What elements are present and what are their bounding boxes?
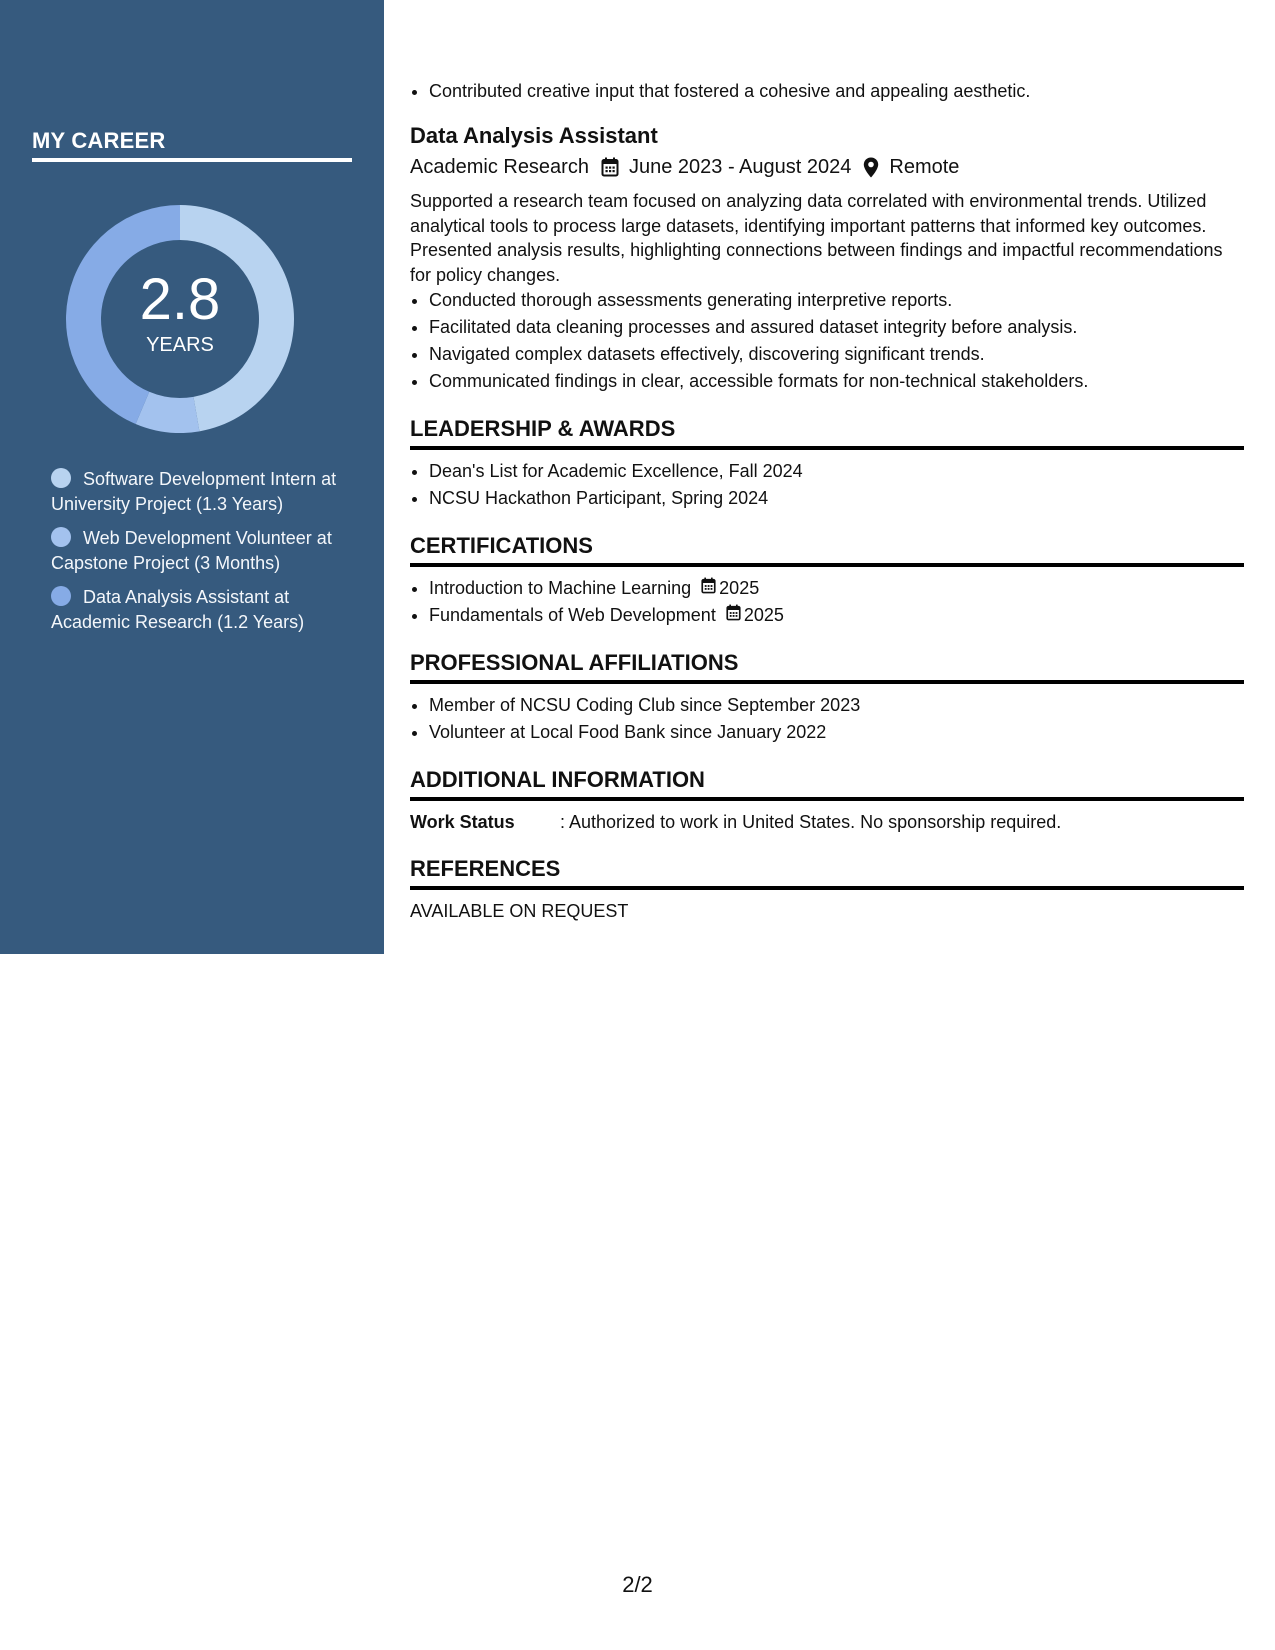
bullet-item: • Member of NCSU Coding Club since September 2023 [429,692,1244,719]
career-sidebar [0,0,384,954]
bullet-item: • Conducted thorough assessments generating interpretive reports. [429,287,1244,314]
section-title-leadership: LEADERSHIP & AWARDS [410,415,1244,450]
career-total-unit: YEARS [146,334,214,356]
certification-name: Fundamentals of Web Development [429,605,716,625]
job-title: Data Analysis Assistant [410,123,658,148]
bullet-item: • Dean's List for Academic Excellence, Fall 2024 [429,458,1244,485]
job-meta [410,152,1244,182]
certification-name: Introduction to Machine Learning [429,578,692,598]
bullet-item: • Contributed creative input that fostered a cohesive and appealing aesthetic. [429,78,1244,105]
job-organization: Academic Research [410,156,589,178]
work-status-label: Work Status [410,812,515,832]
section-title-affiliations: PROFESSIONAL AFFILIATIONS [410,649,1244,684]
bullet-item: • Communicated findings in clear, accessible formats for non-technical stakeholders. [429,368,1244,395]
map-pin-icon [863,157,879,178]
references-text: AVAILABLE ON REQUEST [410,901,629,921]
career-legend-label: Web Development Volunteer at Capstone Project (3 Months) [51,528,332,573]
bullet-item: • Volunteer at Local Food Bank since January 2022 [429,719,1244,746]
job-dates: June 2023 - August 2024 [628,156,852,178]
career-legend-item [51,585,341,634]
work-status-value: : Authorized to work in United States. No sponsorship required. [560,812,1062,832]
career-legend [51,467,341,644]
career-legend-label: Software Development Intern at University Project (1.3 Years) [51,469,337,514]
career-legend-label: Data Analysis Assistant at Academic Research (1.2 Years) [51,587,305,632]
section-title-certifications: CERTIFICATIONS [410,532,1244,567]
section-title-additional: ADDITIONAL INFORMATION [410,766,1244,801]
career-heading: MY CAREER [32,128,352,162]
resume-main-column [410,78,1244,924]
work-status-row [410,809,1244,835]
legend-dot-icon [51,468,71,488]
previous-job-bullets [410,78,1244,105]
affiliations-list [410,692,1244,746]
career-total-years: 2.8 [139,267,221,332]
leadership-list [410,458,1244,512]
calendar-icon [701,575,716,602]
legend-dot-icon [51,586,71,606]
calendar-icon [726,602,741,629]
career-legend-item [51,526,341,575]
career-donut-chart [66,205,294,433]
certification-year: 2025 [743,605,784,625]
certifications-list [410,575,1244,629]
career-legend-item [51,467,341,516]
job-description: Supported a research team focused on analyzing data correlated with environmental trends. Utilized analytical tools to process large datasets, identifying important patterns that informed key outcomes. Presented analysis results, highlighting connections between findings and impactful recommendations for policy changes. [410,191,1223,285]
job-location: Remote [889,156,960,178]
section-title-references: REFERENCES [410,855,1244,890]
certification-year: 2025 [719,578,760,598]
job-bullets [410,287,1244,395]
bullet-item: • NCSU Hackathon Participant, Spring 2024 [429,485,1244,512]
calendar-icon [601,157,619,177]
bullet-item: • Facilitated data cleaning processes and assured dataset integrity before analysis. [429,314,1244,341]
page-number: 2/2 [622,1572,653,1597]
bullet-item: • Navigated complex datasets effectively, discovering significant trends. [429,341,1244,368]
legend-dot-icon [51,527,71,547]
certification-item [429,575,1244,602]
certification-item [429,602,1244,629]
